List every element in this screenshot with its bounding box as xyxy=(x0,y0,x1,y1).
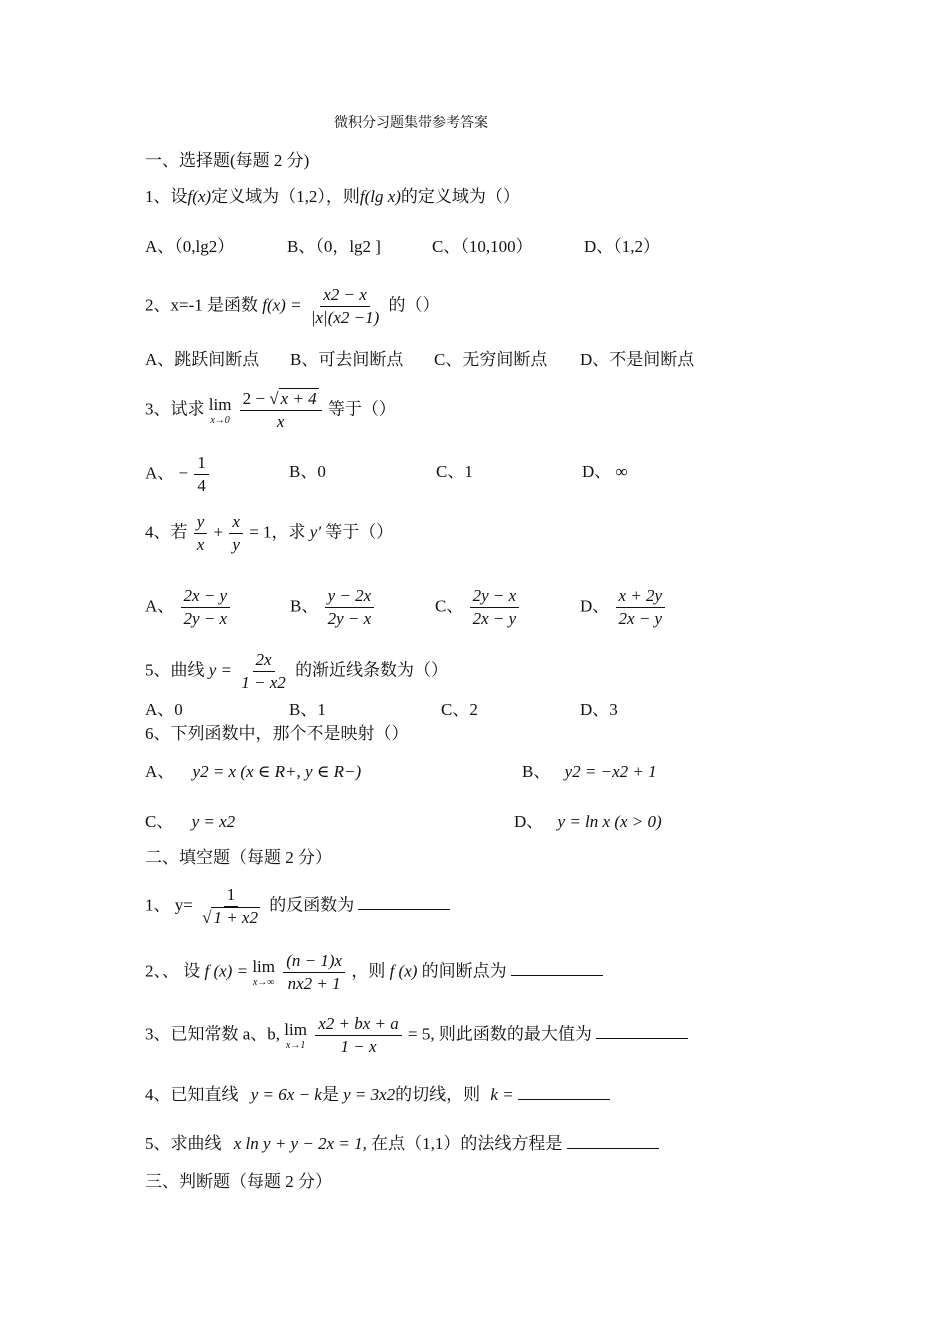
q3-option-a xyxy=(145,452,211,497)
q2-prefix: 2、x=-1 是函数 xyxy=(145,295,258,315)
q1-option-a: A、（0,lg2） xyxy=(145,237,235,256)
f1-prefix: 1、 y= xyxy=(145,895,193,915)
question-1 xyxy=(145,187,520,207)
fill-3 xyxy=(145,1013,688,1058)
q5-denominator: 1 − x2 xyxy=(241,673,286,692)
f2-fx-second: f (x) xyxy=(389,961,418,981)
q4-prefix: 4、若 xyxy=(145,522,188,542)
question-2 xyxy=(145,284,440,329)
fill-1 xyxy=(145,884,450,929)
f3-answer-blank[interactable] xyxy=(596,1024,688,1039)
q4-suffix: 等于（） xyxy=(325,522,394,542)
section-fill-heading: 二、填空题（每题 2 分） xyxy=(145,848,332,867)
f2-lim-subscript: x→∞ xyxy=(252,976,275,988)
document-title: 微积分习题集带参考答案 xyxy=(334,116,488,131)
f1-radicand: 1 + x2 xyxy=(213,908,258,927)
f4-k: k = xyxy=(490,1085,514,1104)
q4-a-numerator: 2x − y xyxy=(181,585,231,608)
q1-fx: f(x) xyxy=(187,187,212,206)
q2-option-d: D、不是间断点 xyxy=(580,350,695,369)
q3-denominator: x xyxy=(276,412,285,431)
q5-option-c: C、2 xyxy=(441,700,478,719)
q4-b-label: B、 xyxy=(290,596,319,616)
question-3 xyxy=(145,388,396,433)
q6-option-a xyxy=(145,762,361,782)
q4-plus: + xyxy=(213,522,224,542)
q6-option-b xyxy=(522,762,657,782)
fill-2 xyxy=(145,950,603,995)
q3-a-fraction xyxy=(194,452,209,497)
f1-fraction xyxy=(199,884,263,929)
q6-a-math: y2 = x (x ∈ R+, y ∈ R−) xyxy=(192,762,362,781)
section-choice-heading: 一、选择题(每题 2 分) xyxy=(145,151,310,170)
f2-denominator: nx2 + 1 xyxy=(287,974,341,993)
q4-fraction-2 xyxy=(229,511,243,556)
f4-middle: 是 xyxy=(321,1085,339,1104)
f3-numerator: x2 + bx + a xyxy=(315,1013,402,1036)
q4-c-label: C、 xyxy=(435,596,464,616)
q1-middle: 定义域为（1,2），则 xyxy=(211,187,360,206)
q1-prefix: 1、设 xyxy=(145,187,188,206)
q2-option-a: A、跳跃间断点 xyxy=(145,350,260,369)
q3-num-constant: 2 − xyxy=(242,389,270,408)
q5-option-d: D、3 xyxy=(580,700,618,719)
q2-denominator: |x|(x2 −1) xyxy=(310,308,380,327)
f2-suffix: 的间断点为 xyxy=(421,961,507,981)
q4-option-b xyxy=(290,585,376,630)
fill-4 xyxy=(145,1085,610,1105)
q1-option-b: B、（0，lg2 ] xyxy=(287,237,381,256)
q4-f2-numerator: x xyxy=(229,511,243,534)
f3-equals: = 5, xyxy=(408,1024,435,1044)
f3-denominator: 1 − x xyxy=(340,1037,377,1056)
q3-fraction xyxy=(240,388,322,433)
f2-answer-blank[interactable] xyxy=(511,961,603,976)
q4-f1-numerator: y xyxy=(194,511,208,534)
q4-c-numerator: 2y − x xyxy=(470,585,520,608)
q6-c-math: y = x2 xyxy=(191,812,236,831)
f2-fraction xyxy=(283,950,345,995)
q1-option-d: D、（1,2） xyxy=(584,237,661,256)
f4-suffix: 的切线，则 xyxy=(395,1085,481,1104)
f1-numerator: 1 xyxy=(224,884,239,907)
q2-fx: f(x) = xyxy=(262,295,302,315)
f3-lim-subscript: x→1 xyxy=(285,1039,306,1051)
f3-lim-word: lim xyxy=(284,1019,307,1039)
fill-5 xyxy=(145,1134,659,1154)
f3-fraction xyxy=(315,1013,402,1058)
q4-c-fraction xyxy=(470,585,520,630)
q4-b-fraction xyxy=(325,585,375,630)
f4-prefix: 4、已知直线 xyxy=(145,1085,239,1104)
q5-numerator: 2x xyxy=(253,649,275,672)
q6-d-math: y = ln x (x > 0) xyxy=(557,812,662,831)
f4-curve-eq: y = 3x2 xyxy=(343,1085,396,1104)
q2-option-c: C、无穷间断点 xyxy=(434,350,548,369)
q4-c-denominator: 2x − y xyxy=(472,609,517,628)
f1-answer-blank[interactable] xyxy=(358,895,450,910)
f2-middle: ，则 xyxy=(351,961,386,981)
q4-option-a xyxy=(145,585,232,630)
question-5 xyxy=(145,649,448,694)
q6-option-d xyxy=(514,812,662,832)
q4-b-denominator: 2y − x xyxy=(327,609,372,628)
f4-answer-blank[interactable] xyxy=(518,1085,610,1100)
f1-denominator: √ 1 + x2 xyxy=(202,908,258,927)
q5-option-b: B、1 xyxy=(289,700,326,719)
q3-option-b: B、0 xyxy=(289,462,326,481)
f2-numerator: (n − 1)x xyxy=(283,950,345,973)
f3-limit xyxy=(284,1020,307,1052)
q3-a-label: A、 xyxy=(145,463,175,483)
q3-a-sign: − xyxy=(178,463,189,483)
section-judge-heading: 三、判断题（每题 2 分） xyxy=(145,1172,332,1191)
q5-y: y = xyxy=(208,660,233,680)
q2-suffix: 的（） xyxy=(388,295,440,315)
q1-suffix: 的定义域为（） xyxy=(400,187,520,206)
q3-a-numerator: 1 xyxy=(194,452,209,475)
q4-fraction-1 xyxy=(194,511,208,556)
q4-yprime: y′ xyxy=(309,522,322,542)
q6-d-label: D、 xyxy=(514,812,544,831)
q2-fraction xyxy=(308,284,382,329)
f5-prefix: 5、求曲线 xyxy=(145,1134,222,1153)
q4-option-c xyxy=(435,585,521,630)
q4-b-numerator: y − 2x xyxy=(325,585,375,608)
f4-line-eq: y = 6x − k xyxy=(250,1085,322,1104)
q3-prefix: 3、试求 xyxy=(145,399,205,419)
q4-equals: = 1，求 xyxy=(249,522,306,542)
f5-suffix: 在点（1,1）的法线方程是 xyxy=(371,1134,563,1153)
q6-option-c xyxy=(145,812,235,832)
f3-prefix: 3、已知常数 a、b, xyxy=(145,1024,281,1044)
q1-option-c: C、（10,100） xyxy=(432,237,533,256)
q4-a-fraction xyxy=(181,585,231,630)
question-4 xyxy=(145,511,393,556)
q3-a-denominator: 4 xyxy=(197,476,206,495)
q3-lim-word: lim xyxy=(208,394,232,414)
f5-answer-blank[interactable] xyxy=(567,1134,659,1149)
q5-suffix: 的渐近线条数为（） xyxy=(295,660,449,680)
q2-option-b: B、可去间断点 xyxy=(290,350,404,369)
q5-fraction xyxy=(238,649,289,694)
q4-option-d xyxy=(580,585,667,630)
q3-option-c: C、1 xyxy=(436,462,473,481)
q1-flgx: f(lg x) xyxy=(359,187,401,206)
q3-limit xyxy=(209,395,232,427)
q3-suffix: 等于（） xyxy=(327,399,396,419)
q4-f2-denominator: y xyxy=(232,535,240,554)
q6-b-label: B、 xyxy=(522,762,551,781)
q6-b-math: y2 = −x2 + 1 xyxy=(564,762,657,781)
f2-lim-word: lim xyxy=(252,956,275,976)
q2-numerator: x2 − x xyxy=(320,284,370,307)
f1-suffix: 的反函数为 xyxy=(269,895,355,915)
f2-prefix: 2、、 设 xyxy=(145,961,201,981)
f2-fx: f (x) = xyxy=(204,961,249,981)
q4-d-numerator: x + 2y xyxy=(616,585,666,608)
q3-lim-subscript: x→0 xyxy=(210,414,230,426)
q5-option-a: A、0 xyxy=(145,700,183,719)
q4-f1-denominator: x xyxy=(196,535,205,554)
f3-suffix: 则此函数的最大值为 xyxy=(438,1024,592,1044)
q5-prefix: 5、曲线 xyxy=(145,660,205,680)
q4-d-denominator: 2x − y xyxy=(618,609,663,628)
q3-numerator: 2 − √ x + 4 xyxy=(240,388,322,411)
f2-limit xyxy=(252,957,275,989)
q3-option-d: D、 ∞ xyxy=(582,462,628,481)
q4-a-denominator: 2y − x xyxy=(183,609,228,628)
q4-d-fraction xyxy=(616,585,666,630)
q4-d-label: D、 xyxy=(580,596,610,616)
f5-curve-eq: x ln y + y − 2x = 1, xyxy=(233,1134,367,1153)
q4-a-label: A、 xyxy=(145,596,175,616)
q6-a-label: A、 xyxy=(145,762,175,781)
q3-num-radicand: x + 4 xyxy=(280,389,317,408)
q6-c-label: C、 xyxy=(145,812,174,831)
question-6: 6、下列函数中，那个不是映射（） xyxy=(145,724,409,743)
